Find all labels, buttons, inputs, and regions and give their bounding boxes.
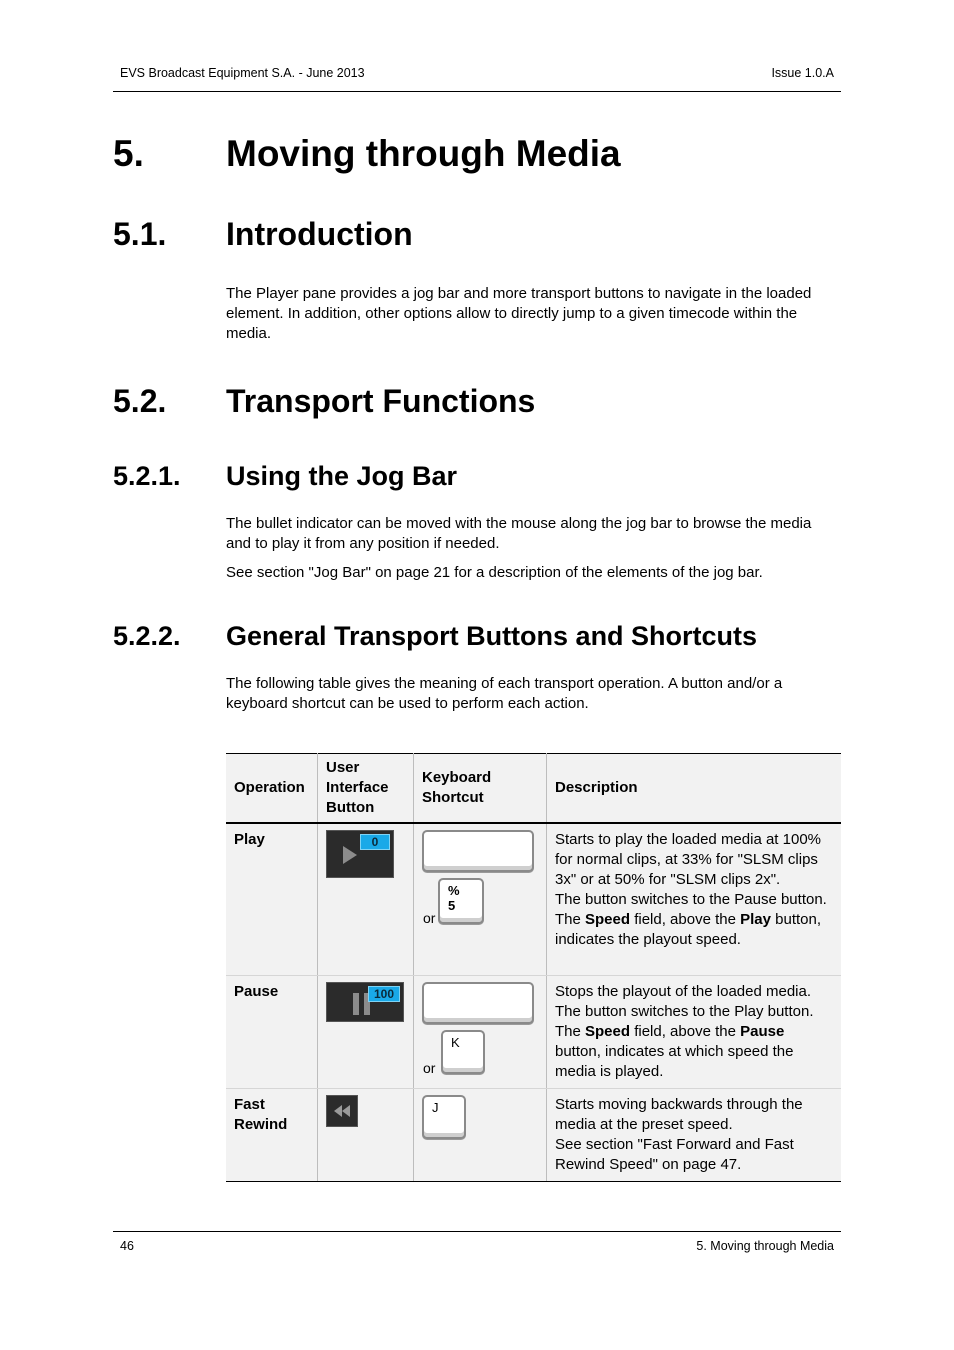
speed-badge: 100 (368, 986, 400, 1002)
description-bold: Pause (740, 1022, 785, 1040)
description-line: Stops the playout of the loaded media. (555, 982, 812, 1000)
section-number: 5.2. (113, 383, 167, 419)
table-row (226, 823, 841, 975)
key-top-label: % (448, 883, 460, 898)
footer-chapter: 5. Moving through Media (696, 1239, 834, 1253)
chapter-title: Moving through Media (226, 133, 621, 174)
shortcut-cell (414, 975, 547, 1088)
subsection-number: 5.2.2. (113, 621, 181, 651)
operation-cell: Pause (226, 975, 318, 1088)
speed-badge: 0 (360, 834, 390, 850)
transport-table (226, 753, 841, 1182)
description-bold: Speed (585, 1022, 631, 1040)
subsection-title: Using the Jog Bar (226, 461, 458, 491)
subsection-title: General Transport Buttons and Shortcuts (226, 621, 758, 651)
header-issue: Issue 1.0.A (771, 66, 834, 80)
description-cell (547, 1088, 842, 1181)
description-bold: Speed (585, 911, 631, 928)
operation-cell: Play (226, 823, 318, 975)
or-label: or (423, 910, 436, 926)
key-bottom-label: 5 (448, 898, 456, 913)
or-label: or (423, 1059, 436, 1076)
section-heading-introduction (113, 216, 841, 256)
fast-rewind-icon (327, 1096, 357, 1126)
buttons-paragraph: The following table gives the meaning of each transport operation. A button and/or a keyboard shortcut can be used to perform each action. (226, 675, 783, 712)
description-text: field, above the (630, 1022, 741, 1040)
description-line: The button switches to the Play button. (555, 1002, 814, 1020)
percent-5-key (438, 878, 484, 924)
play-button[interactable] (326, 830, 394, 878)
operation-cell: Fast Rewind (226, 1088, 318, 1181)
header-shortcut: Keyboard Shortcut (414, 754, 547, 824)
header-ui-button: User Interface Button (318, 754, 414, 824)
description-line: See section "Fast Forward and Fast Rewind Speed" on page 47. (555, 1135, 794, 1173)
description-cell (547, 975, 842, 1088)
jog-bar-paragraph: The bullet indicator can be moved with the mouse along the jog bar to browse the media and to play it from any position if needed. (226, 515, 812, 552)
description-text: field, above the (630, 911, 741, 928)
chapter-number: 5. (113, 133, 144, 174)
ui-button-cell (318, 975, 414, 1088)
table-row (226, 975, 841, 1088)
description-text: The (555, 911, 586, 928)
description-cell (547, 823, 842, 975)
shortcut-cell (414, 823, 547, 975)
description-line: Starts to play the loaded media at 100% for normal clips, at 33% for "SLSM clips 3x" or at 50% for "SLSM clips 2x". (555, 831, 822, 888)
fast-rewind-button[interactable] (326, 1095, 358, 1127)
description-text: button, indicates at which speed the media is played. (555, 1042, 794, 1080)
page-number: 46 (120, 1239, 134, 1253)
description-text: The (555, 1022, 586, 1040)
subsection-heading-jog-bar (113, 461, 841, 495)
subsection-heading-buttons (113, 621, 841, 655)
description-bold: Play (740, 911, 771, 928)
chapter-heading (113, 133, 841, 179)
page-header (113, 66, 841, 92)
description-line: The button switches to the Pause button. (555, 891, 827, 908)
description-text: button, indicates the playout speed. (555, 911, 822, 948)
jog-bar-reference: See section "Jog Bar" on page 21 for a description of the elements of the jog bar. (226, 564, 763, 581)
section-title: Transport Functions (226, 383, 536, 419)
pause-button[interactable] (326, 982, 404, 1022)
space-key (422, 830, 534, 872)
header-description: Description (547, 754, 842, 824)
section-heading-transport (113, 383, 841, 423)
description-line: Starts moving backwards through the media at the preset speed. (555, 1095, 803, 1133)
shortcut-cell (414, 1088, 547, 1181)
section-title: Introduction (226, 216, 413, 252)
header-operation: Operation (226, 754, 318, 824)
space-key (422, 982, 534, 1024)
ui-button-cell (318, 1088, 414, 1181)
table-header-row (226, 754, 841, 824)
j-key (422, 1095, 466, 1139)
key-label: K (451, 1034, 460, 1050)
header-publisher: EVS Broadcast Equipment S.A. - June 2013 (120, 66, 365, 80)
introduction-paragraph: The Player pane provides a jog bar and more transport buttons to navigate in the loaded element. In addition, other options allow to directly jump to a given timecode within the media. (226, 285, 812, 342)
page-footer (113, 1231, 841, 1257)
subsection-number: 5.2.1. (113, 461, 181, 491)
table-row (226, 1088, 841, 1181)
section-number: 5.1. (113, 216, 167, 252)
key-label: J (432, 1099, 439, 1115)
ui-button-cell (318, 823, 414, 975)
k-key (441, 1030, 485, 1074)
